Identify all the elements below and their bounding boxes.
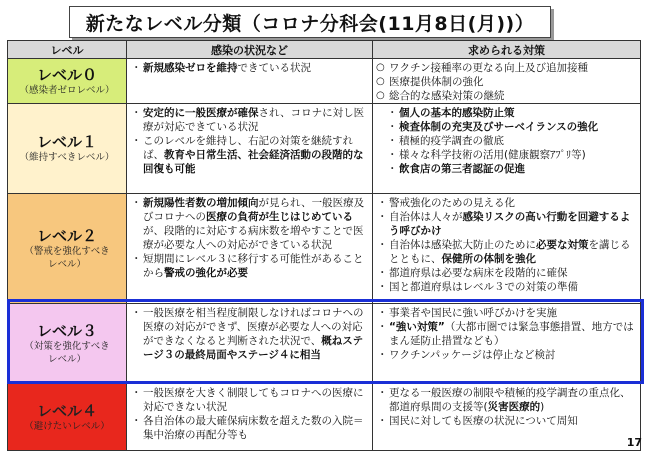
- header-level: レベル: [8, 41, 127, 59]
- level-cell: [8, 59, 127, 104]
- level-subtitle: （警戒を強化すべき レベル）: [24, 245, 110, 270]
- body-text: 一般医療を相当程度制限しなければコロナへの医療の対応ができず、医療が必要な人への対応ができなくなると判断された状況で、: [143, 307, 364, 347]
- body-text: できている状況: [237, 62, 311, 74]
- emphasis-text: 保健所の体制を強化: [441, 253, 536, 265]
- situation-list: [127, 104, 372, 176]
- emphasis-text: 必要な対策: [536, 239, 589, 251]
- measure-item: [379, 348, 636, 362]
- body-text: 警戒強化のための見える化: [389, 197, 515, 209]
- measures-list: [373, 304, 640, 362]
- emphasis-text: 医療の負荷が生じはじめている: [206, 211, 353, 223]
- body-text: 事業者や国民に強い呼びかけを実施: [389, 307, 557, 319]
- measures-list: [373, 59, 640, 103]
- measures-list: [373, 104, 640, 176]
- situation-list: [127, 384, 372, 442]
- measure-item: [379, 414, 636, 428]
- measure-item: [379, 280, 636, 294]
- body-text: が、段階的に対応する病床数を増やすことで医療が必要な人への対応ができている状況: [143, 225, 364, 251]
- level-subtitle: （避けたいレベル）: [24, 420, 110, 432]
- emphasis-text: 検査体制の充実及びサーベイランスの強化: [399, 121, 599, 133]
- body-text: 一般医療を大きく制限してもコロナへの医療に対応できない状況: [143, 387, 364, 413]
- situation-item: [133, 414, 368, 442]
- header-measures: 求められる対策: [373, 41, 641, 59]
- body-text: 更なる一般医療の制限や積極的疫学調査の重点化、都道府県間の支援等(: [389, 387, 631, 413]
- level-name: レベル０: [36, 65, 97, 84]
- table-header-row: [8, 41, 641, 59]
- body-text: 各自治体の最大確保病床数を超えた数の入院＝集中治療の再配分等も: [143, 415, 364, 441]
- situation-cell: [127, 384, 373, 451]
- measures-list: [373, 384, 640, 428]
- measure-item: [379, 266, 636, 280]
- emphasis-text: “強い対策”: [389, 321, 445, 333]
- emphasis-text: 飲食店の第三者認証の促進: [399, 163, 525, 175]
- level-subtitle: （維持すべきレベル）: [19, 152, 115, 163]
- situation-item: [133, 134, 368, 176]
- level-subtitle: （感染者ゼロレベル）: [19, 84, 115, 96]
- measures-cell: [373, 384, 641, 451]
- situation-item: [133, 306, 368, 362]
- level-name: レベル３: [36, 321, 97, 340]
- measure-item: [379, 162, 636, 176]
- situation-item: [133, 61, 368, 75]
- emphasis-text: 教育や日常生活、社会経済活動の段階的な回復も可能: [143, 149, 364, 175]
- measure-item: [379, 75, 636, 89]
- level-name: レベル２: [36, 226, 97, 245]
- situation-item: [133, 106, 368, 134]
- body-text: され、コロナに対し医療が対応できている状況: [143, 107, 365, 133]
- situation-item: [133, 386, 368, 414]
- body-text: 国と都道府県はレベル３での対策の準備: [389, 281, 578, 293]
- level-row-4: [8, 384, 641, 451]
- body-text: （大都市圏では緊急事態措置、地方ではまん延防止措置なども）: [389, 321, 634, 347]
- measures-cell: [373, 194, 641, 304]
- level-row-2: [8, 194, 641, 304]
- measure-item: [379, 106, 636, 120]
- emphasis-text: 安定的に一般医療が確保: [143, 107, 259, 119]
- measure-item: [379, 196, 636, 210]
- level-name: レベル１: [36, 133, 97, 151]
- measure-item: [379, 120, 636, 134]
- body-text: 自治体は感染拡大防止のために: [389, 239, 536, 251]
- level-cell: [8, 104, 127, 194]
- measures-cell: [373, 304, 641, 384]
- measure-item: [379, 306, 636, 320]
- body-text: 短期間にレベル３に移行する可能性があることから: [143, 253, 364, 279]
- situation-cell: [127, 194, 373, 304]
- page-title: 新たなレベル分類（コロナ分科会(11月8日(月))）: [69, 6, 551, 38]
- measure-item: [379, 61, 636, 75]
- level-subtitle: （対策を強化すべき レベル）: [24, 340, 110, 365]
- measures-cell: [373, 104, 641, 194]
- situation-cell: [127, 59, 373, 104]
- level-table: [7, 40, 641, 451]
- header-situation: 感染の状況など: [127, 41, 373, 59]
- level-name: レベル４: [36, 401, 97, 420]
- body-text: 医療提供体制の強化: [389, 76, 484, 88]
- emphasis-text: 災害医療的: [487, 401, 541, 413]
- emphasis-text: 概ねステージ３の最終局面やステージ４に相当: [143, 335, 364, 361]
- body-text: このレベルを維持し、右記の対策を継続すれば、: [143, 135, 353, 161]
- emphasis-text: 新規陽性者数の増加傾向: [143, 197, 259, 209]
- body-text: 自治体は人々が: [389, 211, 463, 223]
- body-text: が見られ、一般医療及びコロナへの: [143, 197, 365, 223]
- situation-cell: [127, 304, 373, 384]
- measure-item: [379, 320, 636, 348]
- body-text: 国民に対しても医療の状況について周知: [389, 415, 578, 427]
- emphasis-text: 感染リスクの高い行動を回避するよう呼びかけ: [389, 211, 631, 237]
- level-cell: [8, 304, 127, 384]
- level-cell: [8, 194, 127, 304]
- measure-item: [379, 210, 636, 238]
- body-text: ワクチンパッケージは停止など検討: [389, 349, 556, 361]
- body-text: 都道府県は必要な病床を段階的に確保: [389, 267, 568, 279]
- level-row-1: [8, 104, 641, 194]
- body-text: 積極的疫学調査の徹底: [399, 135, 504, 147]
- situation-list: [127, 59, 372, 75]
- body-text: を講じるとともに、: [389, 239, 631, 265]
- level-row-0: [8, 59, 641, 104]
- measure-item: [379, 134, 636, 148]
- body-text: ワクチン接種率の更なる向上及び追加接種: [389, 62, 588, 74]
- level-row-3: [8, 304, 641, 384]
- situation-list: [127, 304, 372, 362]
- emphasis-text: 個人の基本的感染防止策: [399, 107, 515, 119]
- body-text: 総合的な感染対策の継続: [389, 90, 505, 102]
- measures-cell: [373, 59, 641, 104]
- body-text: ): [540, 401, 545, 413]
- emphasis-text: 警戒の強化が必要: [164, 267, 248, 279]
- measure-item: [379, 148, 636, 162]
- situation-list: [127, 194, 372, 280]
- page-number: 17: [626, 436, 642, 449]
- level-cell: [8, 384, 127, 451]
- situation-item: [133, 196, 368, 252]
- measure-item: [379, 386, 636, 414]
- measure-item: [379, 238, 636, 266]
- situation-item: [133, 252, 368, 280]
- situation-cell: [127, 104, 373, 194]
- body-text: 様々な科学技術の活用(健康観察ｱﾌﾟﾘ等): [399, 149, 586, 161]
- measures-list: [373, 194, 640, 294]
- measure-item: [379, 89, 636, 103]
- emphasis-text: 新規感染ゼロを維持: [143, 62, 238, 74]
